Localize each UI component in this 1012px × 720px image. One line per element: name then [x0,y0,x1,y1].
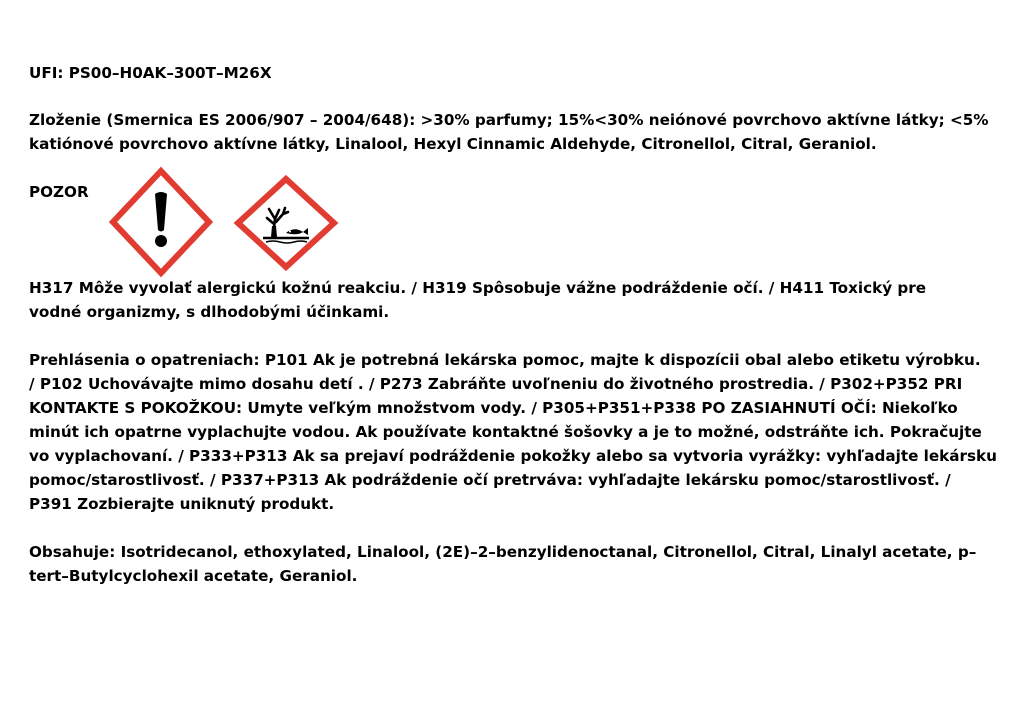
composition-line: katiónové povrchovo aktívne látky, Linalool, Hexyl Cinnamic Aldehyde, Citronellol, Citral, Geraniol. [29,135,877,153]
composition-section [29,108,989,156]
precaution-line: KONTAKTE S POKOŽKOU: Umyte veľkým množstvom vody. / P305+P351+P338 PO ZASIAHNUTÍ OČÍ: Niekoľko [29,399,958,417]
contains-line: Obsahuje: Isotridecanol, ethoxylated, Linalool, (2E)–2–benzylidenoctanal, Citronellol, Citral, Linalyl acetate, p– [29,543,977,561]
precautionary-statements [29,348,997,516]
contains-section [29,540,989,588]
ghs-exclamation-mark-icon [108,166,214,278]
hazard-statements [29,276,989,324]
ufi-code: UFI: PS00–H0AK–300T–M26X [29,64,272,82]
precaution-line: vo vyplachovaní. / P333+P313 Ak sa prejaví podráždenie pokožky alebo sa vytvoria vyrážky: vyhľadajte lekársku [29,447,997,465]
precaution-line: pomoc/starostlivosť. / P337+P313 Ak podráždenie očí pretrváva: vyhľadajte lekársku pomoc/starostlivosť. / [29,471,951,489]
precaution-line: Prehlásenia o opatreniach: P101 Ak je potrebná lekárska pomoc, majte k dispozícii obal alebo etiketu výrobku. [29,351,981,369]
composition-line: Zloženie (Smernica ES 2006/907 – 2004/648): >30% parfumy; 15%<30% neiónové povrchovo aktívne látky; <5% [29,111,989,129]
hazard-line: vodné organizmy, s dlhodobými účinkami. [29,303,390,321]
precaution-line: minút ich opatrne vyplachujte vodou. Ak používate kontaktné šošovky a je to možné, odstráňte ich. Pokračujte [29,423,982,441]
ghs-environment-icon [233,174,339,272]
hazard-pictograms [108,166,348,280]
contains-line: tert–Butylcyclohexil acetate, Geraniol. [29,567,358,585]
precaution-line: / P102 Uchovávajte mimo dosahu detí . / P273 Zabráňte uvoľneniu do životného prostredia. / P302+P352 PRI [29,375,963,393]
signal-word: POZOR [29,183,89,201]
hazard-line: H317 Môže vyvolať alergickú kožnú reakciu. / H319 Spôsobuje vážne podráždenie očí. / H411 Toxický pre [29,279,927,297]
precaution-line: P391 Zozbierajte uniknutý produkt. [29,495,335,513]
